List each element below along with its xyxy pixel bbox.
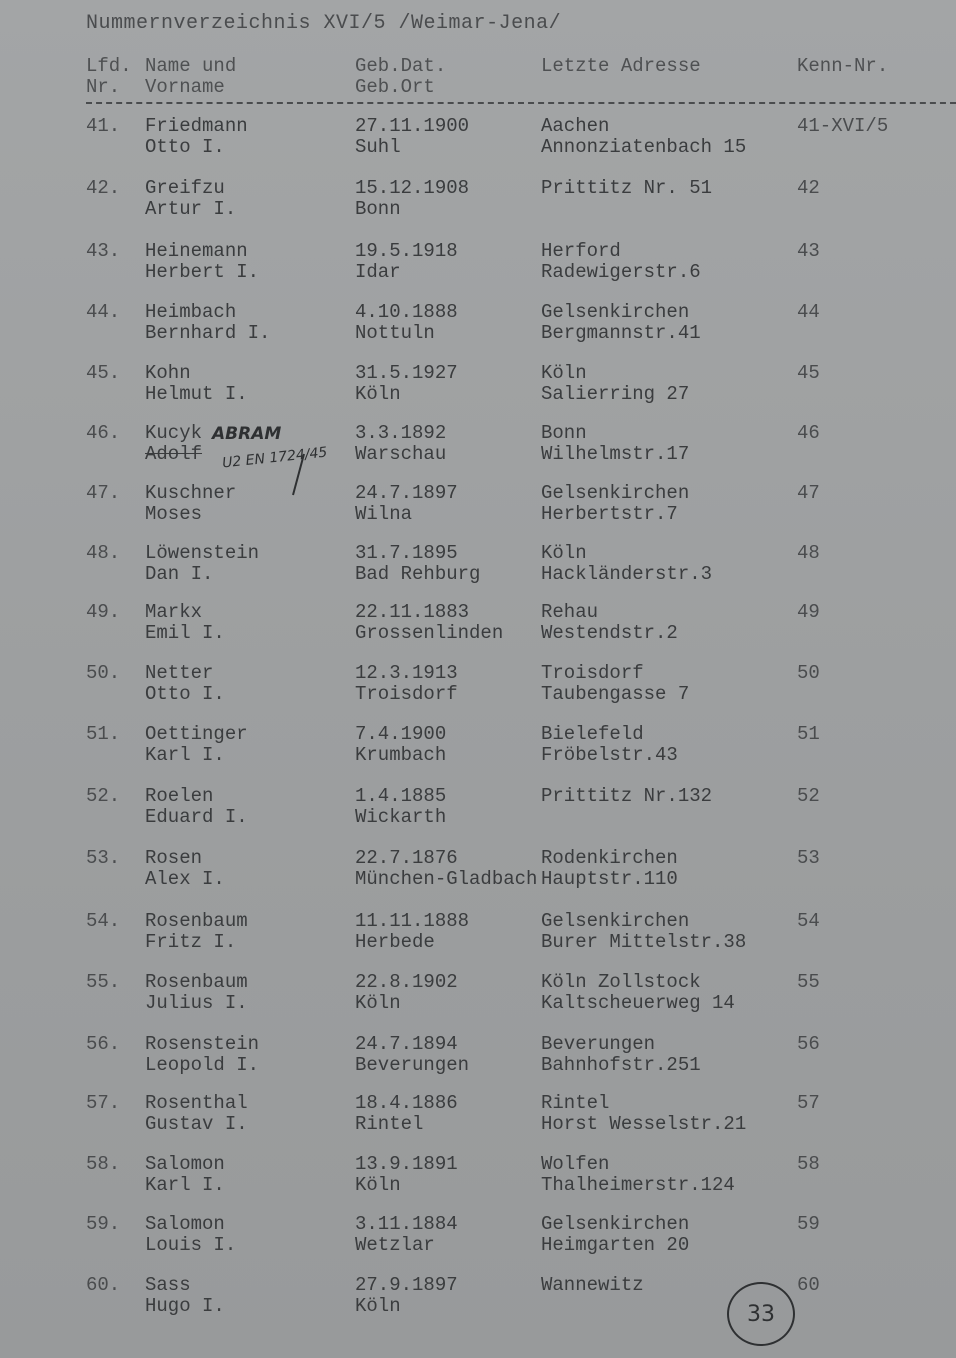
table-row — [0, 1214, 956, 1256]
row-number: 43. — [86, 240, 121, 262]
row-address: Köln Zollstock Kaltscheuerweg 14 — [541, 971, 735, 1014]
row-name: Salomon Louis I. — [145, 1213, 237, 1256]
row-name: Rosen Alex I. — [145, 847, 225, 890]
row-kenn: 60 — [797, 1274, 820, 1296]
table-row — [0, 423, 956, 465]
row-name: Roelen Eduard I. — [145, 785, 248, 828]
row-number: 54. — [86, 910, 121, 932]
header-divider — [86, 102, 956, 104]
row-kenn: 53 — [797, 847, 820, 869]
row-name: Kuschner Moses — [145, 482, 237, 525]
row-number: 51. — [86, 723, 121, 745]
row-number: 53. — [86, 847, 121, 869]
row-name: Netter Otto I. — [145, 662, 225, 705]
table-row — [0, 1034, 956, 1076]
row-number: 60. — [86, 1274, 121, 1296]
row-number: 50. — [86, 662, 121, 684]
row-kenn: 57 — [797, 1092, 820, 1114]
row-address: Troisdorf Taubengasse 7 — [541, 662, 690, 705]
row-kenn: 54 — [797, 910, 820, 932]
row-address: Rodenkirchen Hauptstr.110 — [541, 847, 678, 890]
row-name: Markx Emil I. — [145, 601, 225, 644]
row-birth: 22.11.1883 Grossenlinden — [355, 601, 504, 644]
row-number: 58. — [86, 1153, 121, 1175]
table-row — [0, 911, 956, 953]
row-name: Sass Hugo I. — [145, 1274, 225, 1317]
row-address: Prittitz Nr.132 — [541, 785, 713, 807]
row-name: Salomon Karl I. — [145, 1153, 225, 1196]
row-address: Wolfen Thalheimerstr.124 — [541, 1153, 735, 1196]
row-birth: 19.5.1918 Idar — [355, 240, 458, 283]
row-address: Rintel Horst Wesselstr.21 — [541, 1092, 747, 1135]
row-name: Greifzu Artur I. — [145, 177, 237, 220]
row-kenn: 52 — [797, 785, 820, 807]
row-birth: 3.11.1884 Wetzlar — [355, 1213, 458, 1256]
header-nr: Lfd. Nr. — [86, 55, 132, 98]
row-birth: 31.7.1895 Bad Rehburg — [355, 542, 481, 585]
table-row — [0, 848, 956, 890]
header-name: Name und Vorname — [145, 55, 237, 98]
row-address: Gelsenkirchen Burer Mittelstr.38 — [541, 910, 747, 953]
row-address: Rehau Westendstr.2 — [541, 601, 678, 644]
row-address: Köln Hackländerstr.3 — [541, 542, 713, 585]
row-birth: 13.9.1891 Köln — [355, 1153, 458, 1196]
header-date: Geb.Dat. Geb.Ort — [355, 55, 447, 98]
row-number: 47. — [86, 482, 121, 504]
row-birth: 18.4.1886 Rintel — [355, 1092, 458, 1135]
row-number: 52. — [86, 785, 121, 807]
row-kenn: 46 — [797, 422, 820, 444]
table-row — [0, 786, 956, 828]
row-kenn: 58 — [797, 1153, 820, 1175]
row-number: 41. — [86, 115, 121, 137]
row-name: Rosenthal Gustav I. — [145, 1092, 248, 1135]
row-address: Gelsenkirchen Heimgarten 20 — [541, 1213, 690, 1256]
table-row — [0, 1275, 956, 1317]
row-kenn: 59 — [797, 1213, 820, 1235]
row-name: Friedmann Otto I. — [145, 115, 248, 158]
row-number: 45. — [86, 362, 121, 384]
table-row — [0, 302, 956, 344]
row-kenn: 49 — [797, 601, 820, 623]
row-address: Prittitz Nr. 51 — [541, 177, 713, 199]
row-number: 55. — [86, 971, 121, 993]
row-name: Heinemann Herbert I. — [145, 240, 260, 283]
row-kenn: 50 — [797, 662, 820, 684]
row-number: 49. — [86, 601, 121, 623]
document-title: Nummernverzeichnis XVI/5 /Weimar-Jena/ — [86, 12, 562, 35]
row-birth: 31.5.1927 Köln — [355, 362, 458, 405]
row-name: Rosenbaum Julius I. — [145, 971, 248, 1014]
row-kenn: 44 — [797, 301, 820, 323]
row-birth: 27.11.1900 Suhl — [355, 115, 470, 158]
row-address: Bielefeld Fröbelstr.43 — [541, 723, 678, 766]
header-kenn: Kenn-Nr. — [797, 55, 889, 77]
row-name: Rosenbaum Fritz I. — [145, 910, 248, 953]
row-kenn: 55 — [797, 971, 820, 993]
row-birth: 4.10.1888 Nottuln — [355, 301, 458, 344]
table-row — [0, 543, 956, 585]
row-name: Löwenstein Dan I. — [145, 542, 260, 585]
handwritten-name: ABRAM — [212, 424, 282, 444]
table-row — [0, 1093, 956, 1135]
table-row — [0, 724, 956, 766]
row-name: Kucyk Adolf — [145, 422, 203, 465]
row-birth: 1.4.1885 Wickarth — [355, 785, 447, 828]
page-number-stamp: 33 — [727, 1282, 795, 1346]
row-birth: 22.8.1902 Köln — [355, 971, 458, 1014]
table-row — [0, 972, 956, 1014]
row-address: Köln Salierring 27 — [541, 362, 690, 405]
table-row — [0, 663, 956, 705]
row-number: 44. — [86, 301, 121, 323]
row-number: 59. — [86, 1213, 121, 1235]
row-name: Heimbach Bernhard I. — [145, 301, 271, 344]
row-birth: 24.7.1894 Beverungen — [355, 1033, 470, 1076]
row-birth: 11.11.1888 Herbede — [355, 910, 470, 953]
row-address: Herford Radewigerstr.6 — [541, 240, 701, 283]
row-birth: 12.3.1913 Troisdorf — [355, 662, 458, 705]
row-address: Bonn Wilhelmstr.17 — [541, 422, 690, 465]
ink-slash-mark — [288, 452, 308, 498]
row-address: Wannewitz — [541, 1274, 644, 1296]
row-name: Oettinger Karl I. — [145, 723, 248, 766]
table-row — [0, 602, 956, 644]
table-row — [0, 483, 956, 525]
row-kenn: 45 — [797, 362, 820, 384]
handwritten-note: U2 EN 1724/45 — [221, 444, 329, 472]
row-number: 46. — [86, 422, 121, 444]
row-address: Gelsenkirchen Bergmannstr.41 — [541, 301, 701, 344]
table-row — [0, 1154, 956, 1196]
row-name: Kohn Helmut I. — [145, 362, 248, 405]
row-birth: 22.7.1876 München-Gladbach — [355, 847, 538, 890]
row-number: 48. — [86, 542, 121, 564]
row-name: Rosenstein Leopold I. — [145, 1033, 260, 1076]
row-birth: 7.4.1900 Krumbach — [355, 723, 447, 766]
row-number: 56. — [86, 1033, 121, 1055]
row-birth: 27.9.1897 Köln — [355, 1274, 458, 1317]
table-row — [0, 241, 956, 283]
table-row — [0, 363, 956, 405]
row-birth: 24.7.1897 Wilna — [355, 482, 458, 525]
row-kenn: 47 — [797, 482, 820, 504]
row-kenn: 48 — [797, 542, 820, 564]
struck-firstname: Adolf — [145, 443, 203, 465]
row-number: 57. — [86, 1092, 121, 1114]
row-address: Beverungen Bahnhofstr.251 — [541, 1033, 701, 1076]
row-kenn: 43 — [797, 240, 820, 262]
row-kenn: 51 — [797, 723, 820, 745]
row-kenn: 42 — [797, 177, 820, 199]
row-address: Aachen Annonziatenbach 15 — [541, 115, 747, 158]
row-number: 42. — [86, 177, 121, 199]
row-birth: 3.3.1892 Warschau — [355, 422, 447, 465]
row-address: Gelsenkirchen Herbertstr.7 — [541, 482, 690, 525]
table-row — [0, 178, 956, 220]
table-row — [0, 116, 956, 158]
row-kenn: 56 — [797, 1033, 820, 1055]
row-kenn: 41-XVI/5 — [797, 115, 889, 137]
row-birth: 15.12.1908 Bonn — [355, 177, 470, 220]
header-address: Letzte Adresse — [541, 55, 701, 77]
